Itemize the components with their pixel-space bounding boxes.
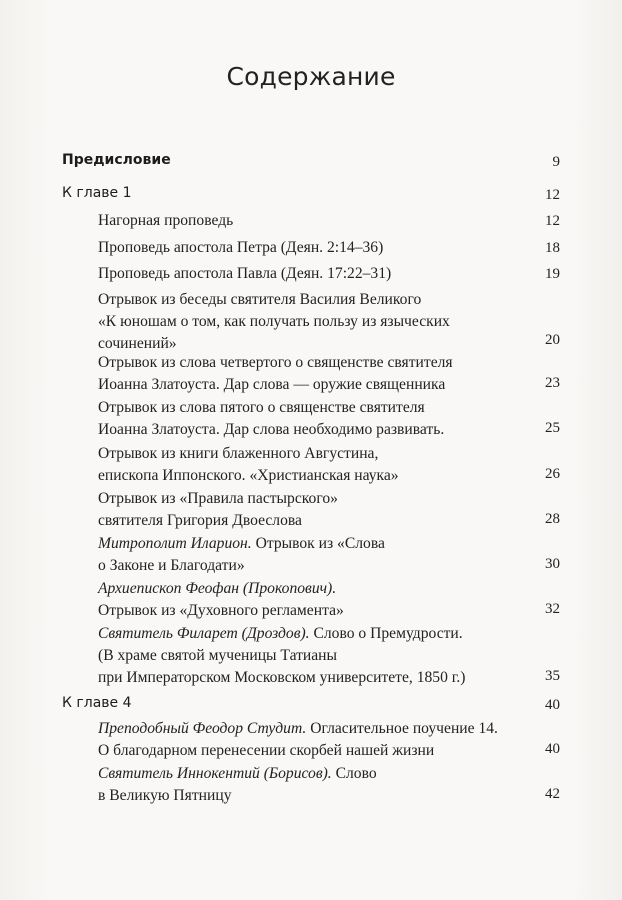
toc-item-author: Святитель Иннокентий (Борисов).	[98, 765, 332, 782]
toc-page-number: 25	[545, 420, 560, 436]
toc-page-number: 40	[545, 697, 560, 713]
toc-page-number: 12	[545, 213, 560, 229]
toc-section-label: К главе 4	[62, 695, 132, 711]
toc-item-line: Отрывок из слова пятого о священстве святителя	[98, 399, 425, 416]
toc-item-line: о Законе и Благодати»	[98, 557, 245, 574]
toc-section-label: Предисловие	[62, 152, 171, 168]
toc-item-author: Архиепископ Феофан (Прокопович).	[98, 580, 337, 597]
toc-item-line: Иоанна Златоуста. Дар слова — оружие священника	[98, 376, 446, 393]
toc-item-line: Огласительное поучение 14.	[306, 720, 498, 737]
toc-item-author: Святитель Филарет (Дроздов).	[98, 625, 310, 642]
toc-item-author: Митрополит Иларион.	[98, 535, 252, 552]
toc-item-line: Отрывок из «Правила пастырского»	[98, 490, 338, 507]
toc-item-line: сочинений»	[98, 335, 177, 352]
toc-item-line: Слово о Премудрости.	[309, 625, 463, 642]
toc-page-number: 32	[545, 601, 560, 617]
toc-page-number: 12	[545, 187, 560, 203]
toc-item-line: при Императорском Московском университете, 1850 г.)	[98, 669, 466, 686]
toc-page-number: 26	[545, 466, 560, 482]
toc-item-line: Отрывок из беседы святителя Василия Великого	[98, 291, 422, 308]
toc-page-number: 19	[545, 266, 560, 282]
toc-page-number: 30	[545, 556, 560, 572]
toc-page-number: 18	[545, 240, 560, 256]
toc-item-line: Отрывок из слова четвертого о священстве святителя	[98, 354, 453, 371]
toc-page-number: 9	[552, 154, 560, 170]
toc-item-author: Преподобный Феодор Студит.	[98, 720, 307, 737]
toc-item-line: «К юношам о том, как получать пользу из языческих	[98, 313, 450, 330]
toc-page-number: 20	[545, 332, 560, 348]
toc-item-line: в Великую Пятницу	[98, 787, 232, 804]
toc-item-line: О благодарном перенесении скорбей нашей жизни	[98, 742, 435, 759]
toc-page-number: 23	[545, 375, 560, 391]
toc-page-number: 35	[545, 668, 560, 684]
toc-item-line: Иоанна Златоуста. Дар слова необходимо развивать.	[98, 421, 445, 438]
toc-item-line: Отрывок из «Слова	[251, 535, 385, 552]
toc-page-number: 42	[545, 786, 560, 802]
toc-item-line: (В храме святой мученицы Татианы	[98, 647, 337, 664]
toc-page-number: 28	[545, 511, 560, 527]
toc-item-line: Проповедь апостола Петра (Деян. 2:14–36)	[98, 239, 384, 256]
toc-item-line: Отрывок из книги блаженного Августина,	[98, 445, 379, 462]
page-title: Содержание	[226, 62, 396, 91]
toc-page-number: 40	[545, 741, 560, 757]
toc-item-line: святителя Григория Двоеслова	[98, 512, 302, 529]
toc-item-line: Слово	[331, 765, 377, 782]
toc-item-line: Нагорная проповедь	[98, 212, 234, 229]
toc-item-line: Проповедь апостола Павла (Деян. 17:22–31)	[98, 265, 392, 282]
toc-section-label: К главе 1	[62, 185, 132, 201]
toc-item-line: епископа Иппонского. «Христианская наука»	[98, 467, 399, 484]
toc-item-line: Отрывок из «Духовного регламента»	[98, 602, 344, 619]
